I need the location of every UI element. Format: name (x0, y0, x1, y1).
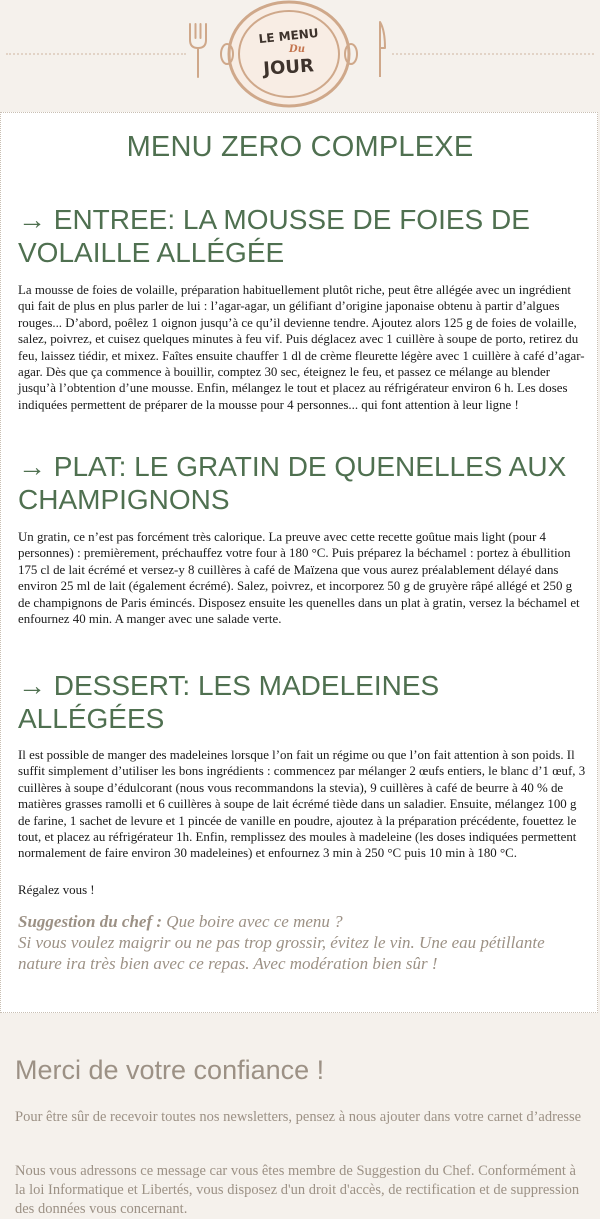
suggestion-label: Suggestion du chef : (18, 912, 163, 931)
section-text-dessert: Il est possible de manger des madeleines lorsque l’on fait un régime ou que l’on fait attention à son poids. Il suffit simplement d’utiliser les bons ingrédients : commencez par mélanger 2 œufs entiers, le blanc d’1 œuf, 3 cuillères à soupe d’édulcorant (nous vous recommandons la stevia), 9 cuillères à café de beurre à 40 % de matières grasses ramolli et 6 cuillères à soupe de lait écrémé tiède dans un saladier. Ensuite, mélangez 100 g de farine, 1 sachet de levure et 1 pincée de vanille en poudre, ajoutez à la préparation précédente, fouettez le tout, et placez au réfrigérateur 1h. Enfin, remplissez des moules à madeleine (les doses indiquées permettent normalement de faire environ 30 madeleines) et enfournez 3 min à 250 °C puis 10 min à 180 °C. (18, 748, 586, 861)
section-title-plat: → PLAT: LE GRATIN DE QUENELLES AUX CHAMPIGNONS (18, 451, 567, 515)
footer-address-book-note: Pour être sûr de recevoir toutes nos newsletters, pensez à nous ajouter dans votre carnet d’adresse (15, 1109, 582, 1125)
suggestion-text: Si vous voulez maigrir ou ne pas trop grossir, évitez le vin. Une eau pétillante nature ira très bien avec ce repas. Avec modération bien sûr ! (18, 933, 545, 973)
closing-text: Régalez vous ! (18, 883, 95, 897)
section-text-plat: Un gratin, ce n’est pas forcément très calorique. La preuve avec cette recette goûtue mais light (pour 4 personnes) : premièrement, préchauffez votre four à 180 °C. Puis préparez la béchamel : portez à ébullition 175 cl de lait écrémé et versez-y 8 cuillères à café de Maïzena que vous aurez préalablement délayé dans environ 25 ml de lait (également écrémé). Salez, poivrez, et incorporez 50 g de gruyère râpé allégé et 250 g de champignons de Paris émincés. Disposez ensuite les quenelles dans un plat à gratin, versez la béchamel et enfournez 40 min. A manger avec une salade verte. (18, 530, 580, 627)
menu-title: MENU ZERO COMPLEXE (126, 131, 474, 163)
suggestion-question: Que boire avec ce menu ? (162, 912, 343, 931)
footer-title: Merci de votre confiance ! (15, 1055, 325, 1085)
logo-line-2: Du (289, 44, 305, 55)
le-menu-du-jour-logo (213, 0, 365, 114)
footer-membership-note: Nous vous adressons ce message car vous êtes membre de Suggestion du Chef. Conformément à la loi Informatique et Libertés, vous disposez d'un droit d'accès, de rectification et de suppression des données vous concernant. (15, 1163, 580, 1217)
decorative-dotted-line-right (392, 53, 594, 55)
header-banner (0, 0, 600, 112)
section-title-dessert: → DESSERT: LES MADELEINES ALLÉGÉES (18, 670, 440, 734)
logo-line-3: JOUR (262, 55, 315, 80)
section-text-entree: La mousse de foies de volaille, préparation habituellement plutôt riche, peut être allégée avec un ingrédient qui fait de plus en plus parler de lui : l’agar-agar, un gélifiant d’origine japonaise obtenu à partir d’algues rouges... D’abord, poêlez 1 oignon jusqu’à ce qu’il devienne tendre. Ajoutez alors 125 g de foies de volaille, salez, poivrez, et cuisez quelques minutes à feu vif. Puis déglacez avec 1 cuillère à soupe de porto, retirez du feu, laissez tiédir, et mixez. Faîtes ensuite chauffer 1 dl de crème fleurette légère avec 1 cuillère à café d’agar-agar. Dès que ça commence à bouillir, comptez 30 sec, éteignez le feu, et passez ce mélange au blender jusqu’à l’obtention d’une mousse. Enfin, mélangez le tout et placez au réfrigérateur environ 6 h. Les doses indiquées permettent de préparer de la mousse pour 4 personnes... qui font attention à leur ligne ! (18, 283, 585, 412)
chef-suggestion (18, 911, 578, 974)
section-title-entree: → ENTREE: LA MOUSSE DE FOIES DE VOLAILLE ALLÉGÉE (18, 204, 530, 268)
knife-icon (372, 20, 388, 80)
logo-line-1: LE MENU (258, 25, 320, 47)
fork-icon (186, 22, 210, 80)
menu-card (0, 112, 598, 1013)
decorative-dotted-line-left (6, 53, 186, 55)
